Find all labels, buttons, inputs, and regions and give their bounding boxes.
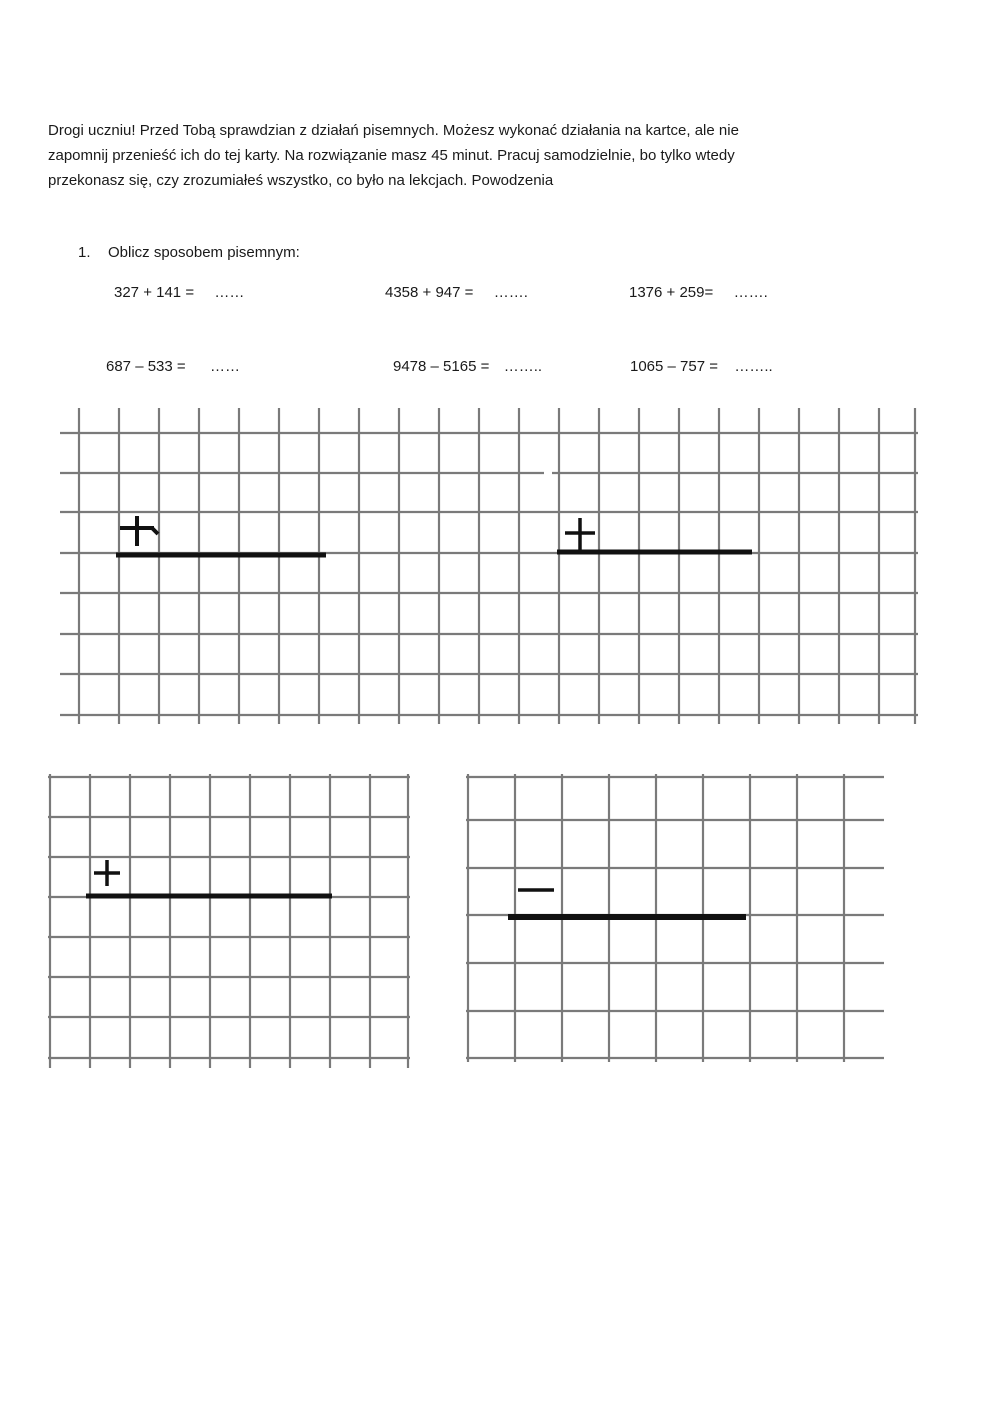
plus-icon bbox=[120, 516, 158, 546]
equation-expression: 327 + 141 = bbox=[114, 284, 195, 301]
answer-blank[interactable]: ……. bbox=[733, 284, 768, 301]
answer-blank[interactable]: …… bbox=[214, 284, 245, 301]
grid-workspace-top[interactable] bbox=[58, 408, 922, 724]
answer-blank[interactable]: ……. bbox=[493, 284, 528, 301]
equation-expression: 9478 – 5165 = bbox=[393, 358, 490, 375]
equation-4 bbox=[106, 358, 240, 375]
equation-expression: 4358 + 947 = bbox=[385, 284, 474, 301]
equation-5 bbox=[393, 358, 542, 375]
equation-expression: 687 – 533 = bbox=[106, 358, 186, 375]
grid-workspace-bottom-left[interactable] bbox=[46, 774, 412, 1068]
equation-2 bbox=[385, 284, 528, 301]
task-number: 1. bbox=[78, 244, 91, 261]
answer-blank[interactable]: …….. bbox=[503, 358, 543, 375]
equation-6 bbox=[630, 358, 773, 375]
equation-expression: 1376 + 259= bbox=[629, 284, 714, 301]
plus-icon bbox=[94, 860, 120, 886]
equation-1 bbox=[114, 284, 244, 301]
intro-paragraph bbox=[48, 118, 868, 193]
grid-workspace-bottom-right[interactable] bbox=[464, 774, 888, 1064]
plus-icon bbox=[565, 518, 595, 550]
answer-blank[interactable]: …….. bbox=[734, 358, 773, 375]
task-instruction: Oblicz sposobem pisemnym: bbox=[108, 244, 300, 261]
equation-expression: 1065 – 757 = bbox=[630, 358, 719, 375]
intro-line-3: przekonasz się, czy zrozumiałeś wszystko, co było na lekcjach. Powodzenia bbox=[48, 172, 554, 189]
intro-line-2: zapomnij przenieść ich do tej karty. Na rozwiązanie masz 45 minut. Pracuj samodzielnie, bo tylko wtedy bbox=[48, 147, 735, 164]
task-1-heading bbox=[78, 244, 300, 261]
answer-blank[interactable]: …… bbox=[210, 358, 241, 375]
intro-line-1: Drogi uczniu! Przed Tobą sprawdzian z działań pisemnych. Możesz wykonać działania na kartce, ale nie bbox=[48, 122, 739, 139]
equation-3 bbox=[629, 284, 768, 301]
